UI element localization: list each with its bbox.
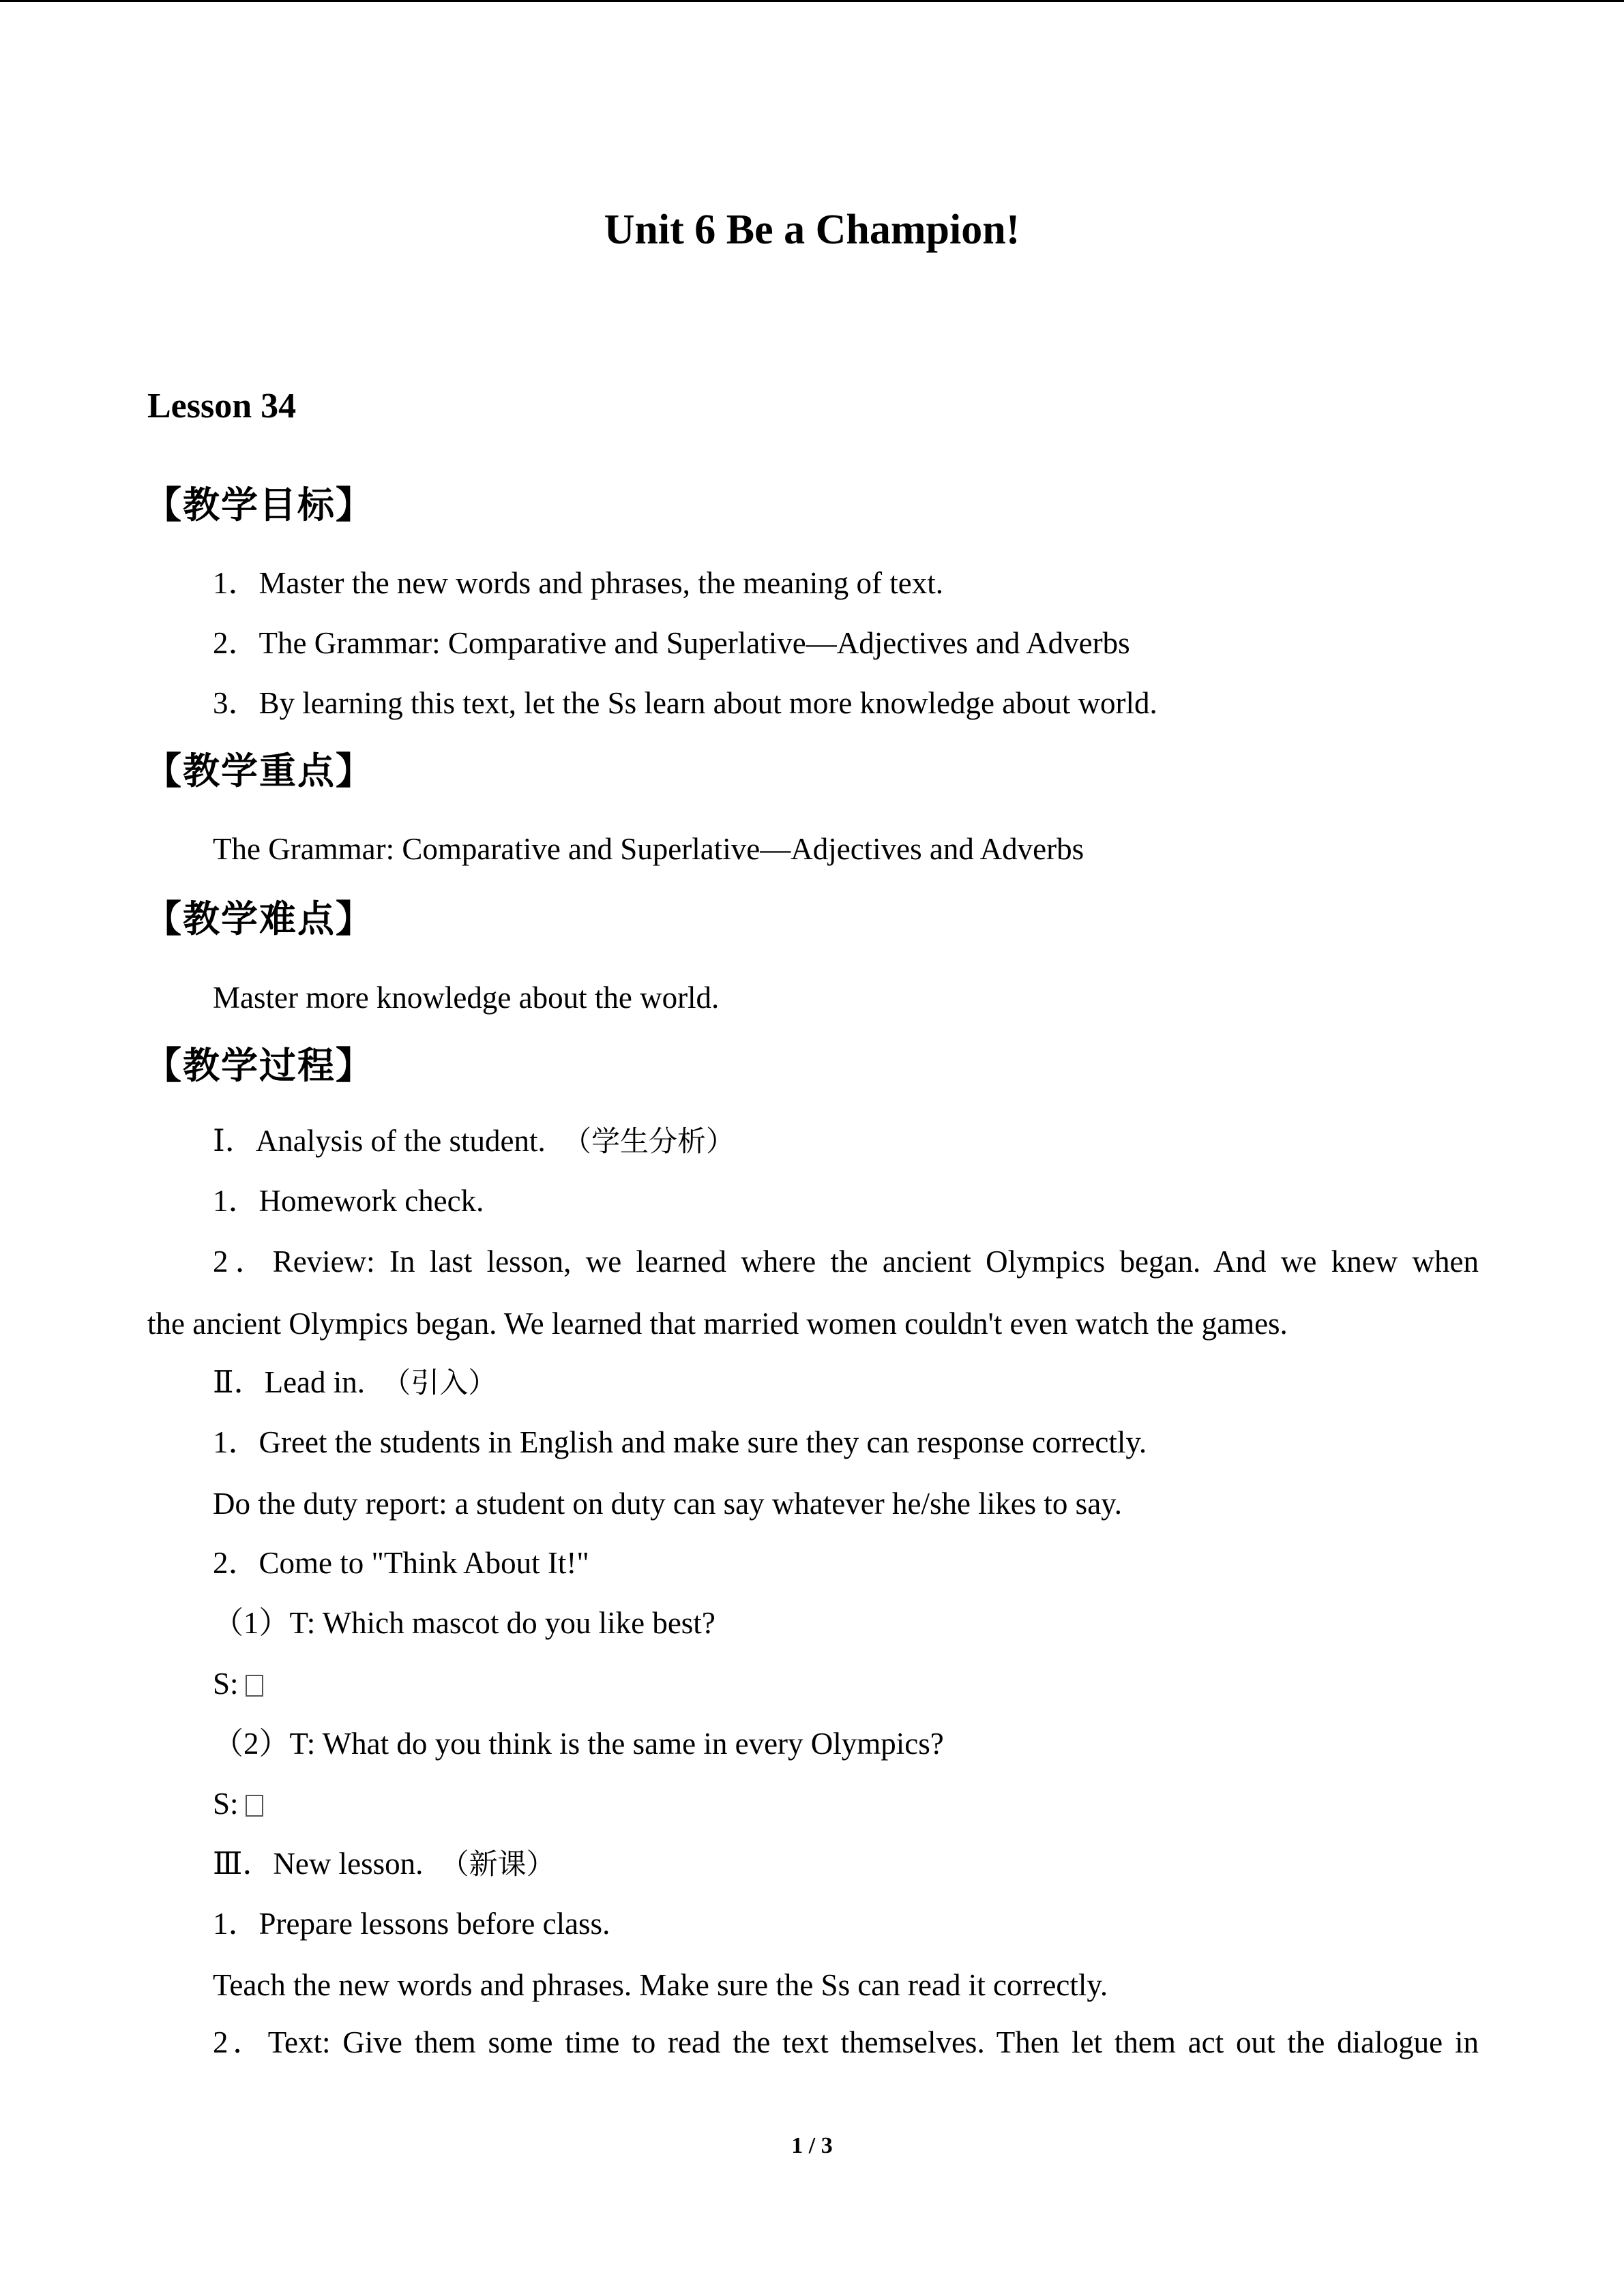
key-points-heading: 【教学重点】: [145, 749, 374, 792]
part3-item-1-detail: Teach the new words and phrases. Make sure the Ss can read it correctly.: [213, 1968, 1108, 2002]
part3-label: Ⅲ．New lesson.: [213, 1847, 424, 1881]
part2-item-2: 2．Come to "Think About It!": [213, 1546, 589, 1580]
part3-item-2-line-1: 2．Text: Give them some time to read the text themselves. Then let them act out the dialogue in: [213, 2025, 1479, 2059]
objective-item-3: 3．By learning this text, let the Ss learn about more knowledge about world.: [213, 686, 1157, 720]
part3-heading: [213, 1845, 555, 1882]
part1-heading: [213, 1122, 735, 1159]
key-points-text: The Grammar: Comparative and Superlative—Adjectives and Adverbs: [213, 832, 1084, 866]
part3-item-1: 1．Prepare lessons before class.: [213, 1907, 610, 1941]
page-indicator: 1 / 3: [791, 2133, 833, 2158]
part2-heading: [213, 1364, 497, 1401]
part2-answer-2: [213, 1785, 263, 1822]
objective-item-2: 2．The Grammar: Comparative and Superlative—Adjectives and Adverbs: [213, 626, 1130, 660]
part3-cn-label: （新课）: [440, 1847, 555, 1881]
part2-question-2: （2）T: What do you think is the same in every Olympics?: [213, 1727, 944, 1761]
part1-item-1: 1．Homework check.: [213, 1184, 484, 1218]
objectives-heading: 【教学目标】: [145, 483, 374, 526]
part2-item-1: 1．Greet the students in English and make sure they can response correctly.: [213, 1425, 1147, 1459]
part2-question-1: （1）T: Which mascot do you like best?: [213, 1606, 715, 1640]
part1-item-2-line-2: the ancient Olympics began. We learned that married women couldn't even watch the games.: [147, 1307, 1288, 1341]
lesson-heading: Lesson 34: [147, 387, 297, 426]
process-heading: 【教学过程】: [145, 1044, 374, 1087]
part1-item-2-line-1: 2．Review: In last lesson, we learned where the ancient Olympics began. And we knew when: [213, 1244, 1479, 1279]
page-top-border: [0, 0, 1624, 2]
part2-answer-1: [213, 1665, 263, 1702]
objective-item-1: 1．Master the new words and phrases, the meaning of text.: [213, 566, 943, 600]
part1-label: Ⅰ．Analysis of the student.: [213, 1124, 546, 1158]
difficulties-text: Master more knowledge about the world.: [213, 981, 720, 1015]
answer-1-prefix: S:: [213, 1667, 239, 1701]
part2-cn-label: （引入）: [382, 1366, 497, 1399]
part2-item-1-detail: Do the duty report: a student on duty can say whatever he/she likes to say.: [213, 1487, 1122, 1521]
answer-1-blank-box: [246, 1675, 263, 1697]
part2-label: Ⅱ．Lead in.: [213, 1365, 366, 1399]
difficulties-heading: 【教学难点】: [145, 897, 374, 940]
part1-cn-label: （学生分析）: [562, 1124, 735, 1158]
document-title: Unit 6 Be a Champion!: [604, 207, 1020, 253]
answer-2-prefix: S:: [213, 1787, 239, 1821]
answer-2-blank-box: [246, 1795, 263, 1817]
